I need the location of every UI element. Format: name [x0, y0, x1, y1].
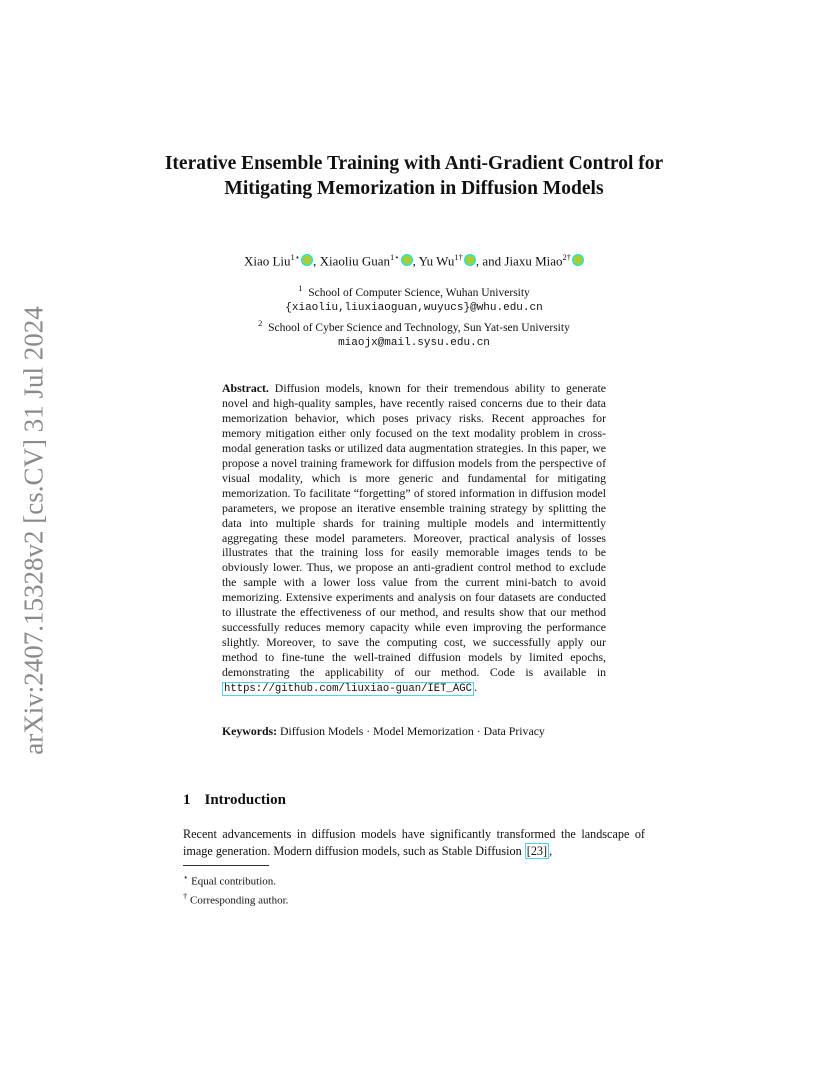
abstract-text: Diffusion models, known for their tremendous ability to generate novel and high-quality samples, have recently raised concerns due to their data memorization behavior, which poses privacy risks. Recent approaches for memory mitigation either only focused on the text modality problem in cross-modal generation tasks or utilized data augmentation strategies. In this paper, we propose a novel training framework for diffusion models from the perspective of visual modality, which is more generic and fundamental for mitigating memorization. To facilitate “forgetting” of stored information in diffusion model parameters, we propose an iterative ensemble training strategy by splitting the data into multiple shards for training multiple models and intermittently aggregating these model parameters. Moreover, practical analysis of losses illustrates that the training loss for easily memorable images tends to be obviously lower. Thus, we propose an anti-gradient control method to exclude the sample with a lower loss value from the current mini-batch to avoid memorizing. Extensive experiments and analysis on four datasets are conducted to illustrate the effectiveness of our method, and results show that our method successfully reduces memory capacity while even improving the performance slightly. Moreover, to save the computing cost, we successfully apply our method to fine-tune the well-trained diffusion models by limited epochs, demonstrating the applicability of our method. Code is available in: [222, 381, 607, 680]
author-name: Xiao Liu: [243, 253, 291, 269]
citation-link[interactable]: [23]: [526, 844, 548, 858]
code-link[interactable]: https://github.com/liuxiao-guan/IET_AGC: [224, 683, 472, 696]
orcid-icon[interactable]: [572, 254, 584, 266]
section-heading: [183, 792, 286, 809]
footnote: [183, 870, 288, 889]
footnote-mark: †: [183, 891, 188, 902]
affiliation-name: School of Cyber Science and Technology, Sun Yat-sen University: [268, 322, 570, 335]
orcid-icon[interactable]: [464, 254, 476, 266]
affiliations: [150, 281, 678, 351]
affiliation-number: 2: [258, 318, 263, 329]
orcid-icon[interactable]: [301, 254, 313, 266]
keywords-label: Keywords:: [222, 724, 278, 738]
abstract-label: Abstract.: [222, 381, 269, 395]
keywords: [222, 724, 606, 739]
footnote-mark: ⋆: [183, 872, 189, 882]
author-sup: 1†: [454, 252, 463, 262]
footnote-rule: [183, 865, 269, 866]
author-sup: 1⋆: [390, 252, 400, 262]
footnotes: [183, 870, 288, 909]
affiliation-1: [150, 281, 678, 301]
paper-title: Iterative Ensemble Training with Anti-Gradient Control for Mitigating Memorization in Diffusion Models: [164, 153, 664, 199]
intro-text: Recent advancements in diffusion models have significantly transformed the landscape of image generation. Modern diffusion models, such as Stable Diffusion: [183, 827, 645, 858]
footnote: [183, 889, 288, 908]
author-sup: 2†: [562, 252, 572, 262]
arxiv-watermark: [14, 295, 54, 765]
keywords-text: Diffusion Models · Model Memorization · Data Privacy: [280, 724, 545, 738]
arxiv-id-text: arXiv:2407.15328v2 [cs.CV] 31 Jul 2024: [18, 305, 49, 755]
footnote-text: Corresponding author.: [190, 894, 289, 907]
footnote-text: Equal contribution.: [191, 875, 277, 888]
affiliation-email: miaojx@mail.sysu.edu.cn: [338, 337, 490, 350]
section-number: 1: [183, 792, 191, 808]
affiliation-number: 1: [298, 283, 303, 293]
affiliation-2: [150, 316, 678, 336]
affiliation-name: School of Computer Science, Wuhan University: [308, 286, 530, 299]
affiliation-email: {xiaoliu,liuxiaoguan,wuyucs}@whu.edu.cn: [285, 302, 543, 315]
author-sup: 1⋆: [290, 252, 301, 262]
author-name: Yu Wu: [418, 253, 455, 269]
orcid-icon[interactable]: [401, 254, 413, 266]
intro-paragraph: Recent advancements in diffusion models have significantly transformed the landscape of image generation. Modern diffusion models, such as Stable Diffusion [23] ,: [183, 827, 645, 858]
author-list: Xiao Liu$^{1⋆}$ , Xiaoliu Guan$^{1⋆}$ , Yu $Wu^{1\dagger}$ , and Jiaxu Miao$^{2\dagger}$: [150, 252, 678, 269]
author-name: Xiaoliu Guan: [319, 253, 391, 269]
author-name: Jiaxu Miao: [504, 253, 563, 269]
section-title: Introduction: [204, 792, 286, 808]
abstract: Abstract. Diffusion models, known for their tremendous ability to generate novel and high-quality samples, have recently raised concerns due to their data memorization behavior, which poses privacy risks. Recent approaches for memory mitigation either only focused on the text modality problem in cross-modal generation tasks or utilized data augmentation strategies. In this paper, we propose a novel training framework for diffusion models from the perspective of visual modality, which is more generic and fundamental for mitigating memorization. To facilitate “forgetting” of stored information in diffusion model parameters, we propose an iterative ensemble training strategy by splitting the data into multiple shards for training multiple models and intermittently aggregating these model parameters. Moreover, practical analysis of losses illustrates that the training loss for easily memorable images tends to be obviously lower. Thus, we propose an anti-gradient control method to exclude the sample with a lower loss value from the current mini-batch to avoid memorizing. Extensive experiments and analysis on four datasets are conducted to illustrate the effectiveness of our method, and results show that our method successfully reduces memory capacity while even improving the performance slightly. Moreover, to save the computing cost, we successfully apply our method to fine-tune the well-trained diffusion models by limited epochs, demonstrating the applicability of our method. Code is available in https://github.com/liuxiao-guan/IET_AGC .: [222, 381, 607, 696]
